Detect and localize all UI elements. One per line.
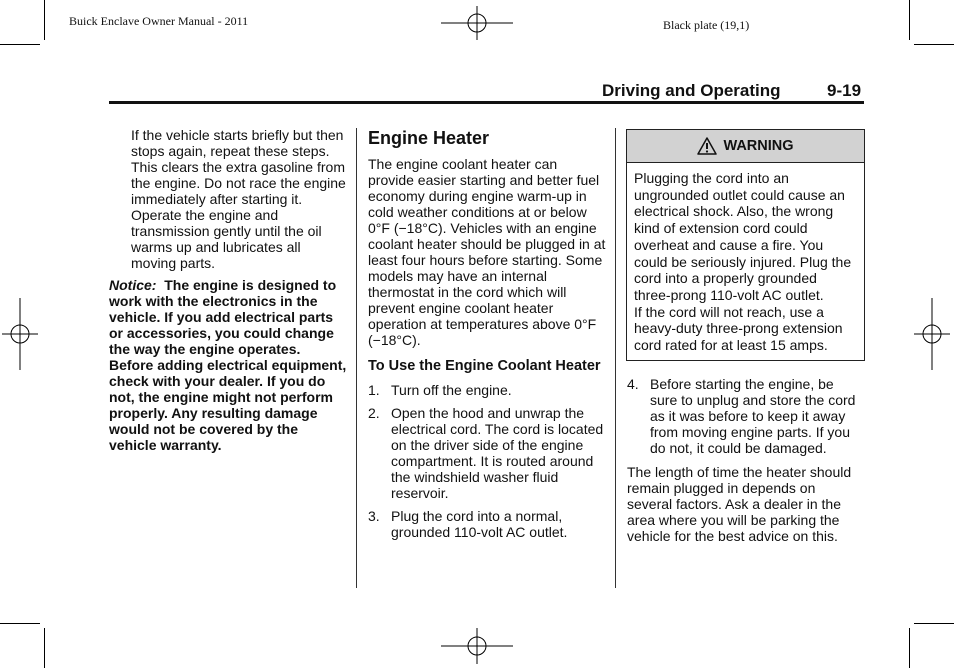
warning-box [626, 129, 865, 361]
step-number: 2. [368, 405, 380, 421]
section-title: Driving and Operating [602, 81, 781, 100]
page-number: 9-19 [827, 81, 862, 100]
step-text: Plug the cord into a normal, grounded 110-volt AC outlet. [391, 508, 568, 540]
manual-title: Buick Enclave Owner Manual - 2011 [69, 14, 249, 28]
registration-mark-icon [441, 6, 513, 40]
column-divider [615, 128, 616, 588]
plate-label: Black plate (19,1) [663, 18, 750, 32]
step-number: 4. [627, 376, 639, 392]
notice-label: Notice: [109, 277, 157, 293]
crop-mark [44, 628, 45, 668]
step-number: 3. [368, 508, 380, 524]
crop-mark [909, 628, 910, 668]
column-divider [356, 128, 357, 588]
middle-column [368, 127, 606, 547]
step-text: Before starting the engine, be sure to unplug and store the cord as it was before to keep it away from moving engine parts. If you do not, it could be damaged. [650, 376, 856, 456]
warning-header [627, 130, 864, 163]
restart-paragraph: If the vehicle starts briefly but then stops again, repeat these steps. This clears the extra gasoline from the engine. Do not race the engine immediately after starting it. Operate the engine and transmission gently until the oil warms up and lubricates all moving parts. [131, 127, 346, 271]
notice-text: The engine is designed to work with the electronics in the vehicle. If you add electrical parts or accessories, you could change the way the engine operates. Before adding electrical equipment, check with your dealer. If you do not, the engine might not perform properly. Any resulting damage would not be covered by the vehicle warranty. [109, 277, 347, 453]
coolant-heater-subheading: To Use the Engine Coolant Heater [368, 358, 601, 374]
list-item [627, 376, 863, 456]
list-item [368, 405, 606, 501]
crop-mark [914, 44, 954, 45]
warning-body [627, 163, 864, 360]
list-item [368, 382, 606, 398]
crop-mark [0, 44, 40, 45]
registration-mark-icon [914, 298, 950, 370]
warning-label: WARNING [723, 138, 794, 154]
registration-mark-icon [441, 628, 513, 664]
crop-mark [44, 0, 45, 40]
header-rule [109, 101, 864, 104]
warning-text: If the cord will not reach, use a heavy-duty three-prong extension cord rated for at least 15 amps. [634, 303, 843, 354]
left-column [109, 127, 347, 453]
right-column [627, 376, 863, 544]
crop-mark [0, 623, 40, 624]
notice-paragraph [109, 277, 347, 453]
warning-text: Plugging the cord into an ungrounded outlet could cause an electrical shock. Also, the wrong kind of extension cord could overheat and cause a fire. You could be seriously injured. Plug the cord into a properly grounded three-prong 110-volt AC outlet. [634, 170, 852, 303]
step-number: 1. [368, 382, 380, 398]
closing-paragraph: The length of time the heater should remain plugged in depends on several factors. Ask a dealer in the area where you will be parking the vehicle for the best advice on this. [627, 464, 852, 544]
crop-mark [914, 623, 954, 624]
registration-mark-icon [2, 298, 38, 370]
crop-mark [909, 0, 910, 40]
step-text: Open the hood and unwrap the electrical cord. The cord is located on the driver side of the engine compartment. It is routed around the windshield washer fluid reservoir. [391, 405, 604, 501]
warning-triangle-icon [697, 137, 717, 155]
engine-heater-intro: The engine coolant heater can provide easier starting and better fuel economy during engine warm-up in cold weather conditions at or below 0°F (−18°C). Vehicles with an engine coolant heater should be plugged in at least four hours before starting. Some models may have an internal thermostat in the cord which will prevent engine coolant heater operation at temperatures above 0°F (−18°C). [368, 156, 606, 348]
list-item [368, 508, 606, 540]
engine-heater-heading: Engine Heater [368, 128, 490, 148]
step-text: Turn off the engine. [391, 382, 512, 398]
